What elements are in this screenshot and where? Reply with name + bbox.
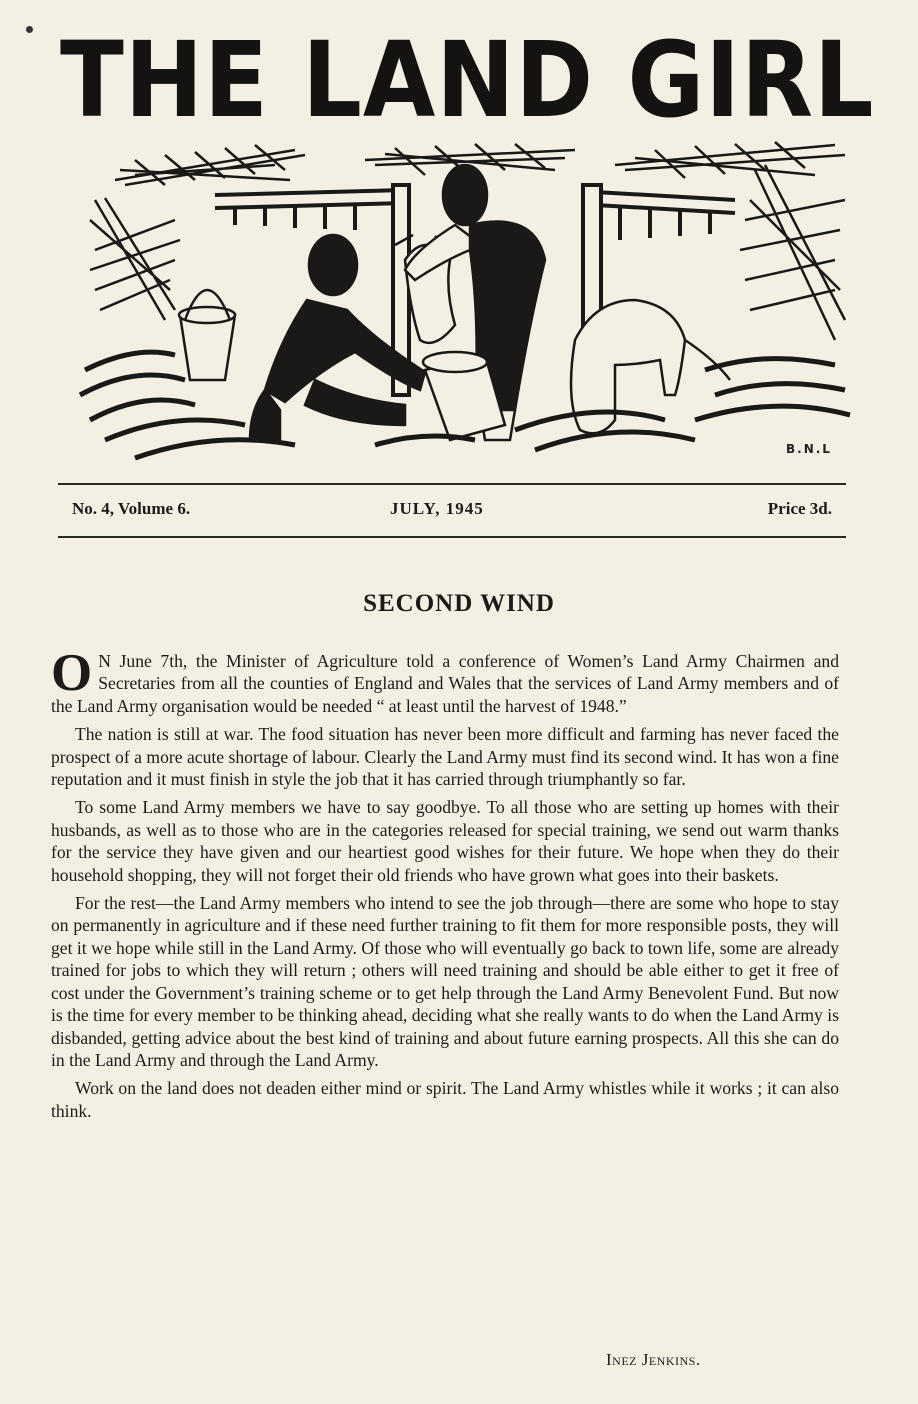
header-rule-top <box>58 483 846 485</box>
masthead-title: THE LAND GIRL <box>60 19 875 141</box>
paragraph: The nation is still at war. The food situation has never been more difficult and farming has never faced the prospect of a more acute shortage of labour. Clearly the Land Army must find its second wind. It has won a fine reputation and it must finish in style the job that it has carried through triumphantly so far. <box>51 724 839 790</box>
article-title: SECOND WIND <box>363 590 555 617</box>
issue-date: JULY, 1945 <box>390 499 484 518</box>
paragraph-text: N June 7th, the Minister of Agriculture told a conference of Women’s Land Army Chairmen and Secretaries from all the counties of England and Wales that the services of Land Army members and of the Land Army organisation would be needed “ at least until the harvest of 1948.” <box>51 651 839 716</box>
paragraph: To some Land Army members we have to say goodbye. To all those who are setting up homes with their husbands, as well as to those who are in the categories released for special training, we send out warm thanks for the service they have given and our heartiest good wishes for their future. We hope when they do their household shopping, they will not forget their old friends who have grown what goes into their baskets. <box>51 797 839 885</box>
article-body <box>51 644 839 1128</box>
hatch-left <box>90 198 180 320</box>
author-signature: Inez Jenkins. <box>606 1350 701 1369</box>
hatch-top-left <box>115 145 305 185</box>
issue-info-bar <box>72 499 832 523</box>
artist-signature: B.N.L <box>786 442 832 456</box>
land-girls-illustration <box>75 140 855 470</box>
hatch-right <box>740 165 845 340</box>
bucket <box>179 290 235 380</box>
ink-speck <box>26 26 33 33</box>
issue-price: Price 3d. <box>767 499 832 518</box>
paragraph: Work on the land does not deaden either mind or spirit. The Land Army whistles while it works ; it can also think. <box>51 1078 839 1121</box>
hatch-top-right <box>615 142 845 178</box>
paragraph <box>51 644 839 717</box>
issue-number: No. 4, Volume 6. <box>72 499 191 518</box>
drop-cap: O <box>51 644 93 702</box>
paragraph: For the rest—the Land Army members who intend to see the job through—there are some who hope to stay on permanently in agriculture and if these need further training to fit them for more responsible posts, they will get it we hope while still in the Land Army. Of those who will eventually go back to town life, some are already trained for jobs to which they will return ; others will need training and should be able either to get it free of cost under the Government’s training scheme or to get help through the Land Army Benevolent Fund. But now is the time for every member to be thinking ahead, deciding what she really wants to do when the Land Army is disbanded, getting advice about the best kind of training and about future earning prospects. All this she can do in the Land Army and through the Land Army. <box>51 893 839 1070</box>
header-rule-bottom <box>58 536 846 538</box>
